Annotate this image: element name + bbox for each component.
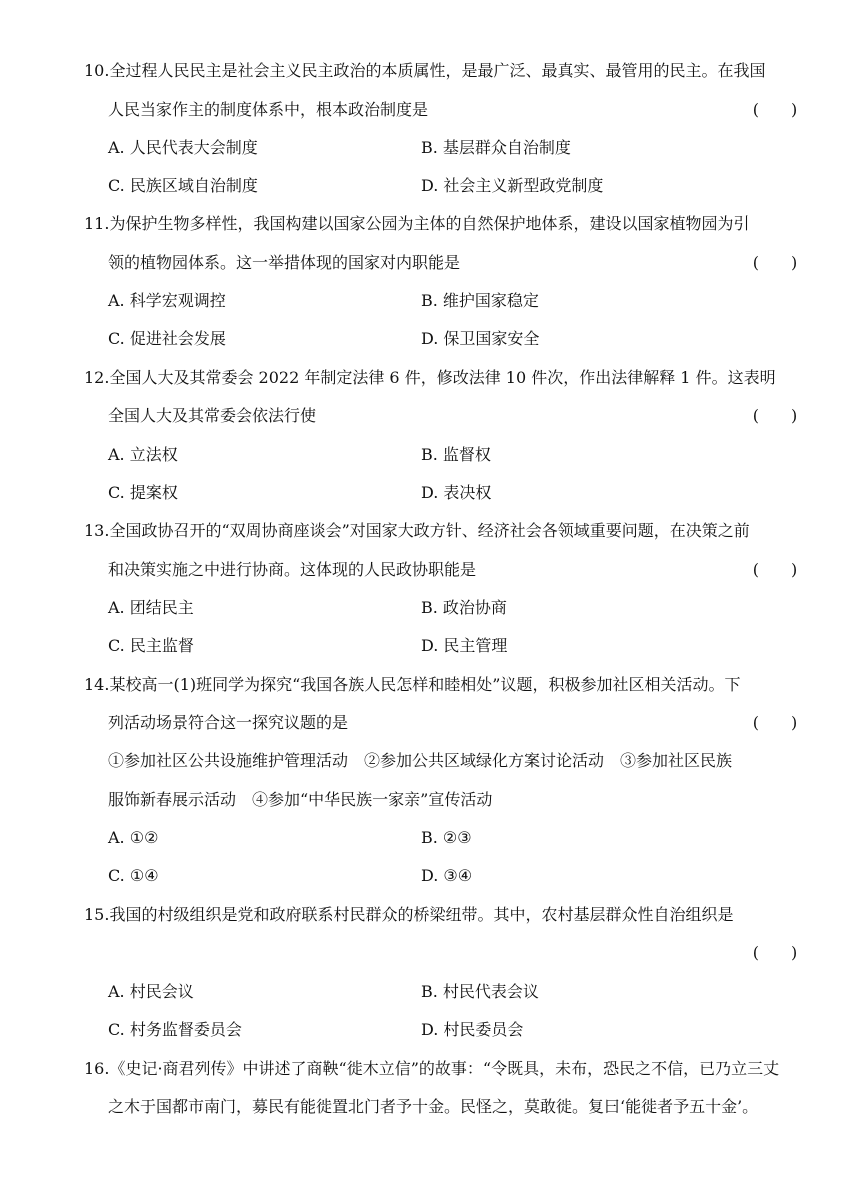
question-15-answer-paren: ( ) [752, 943, 798, 962]
question-15-option-c: C. 村务监督委员会 [108, 1020, 242, 1039]
question-10-line-1: 10.全过程人民民主是社会主义民主政治的本质属性，是最广泛、最真实、最管用的民主。在我国 [84, 61, 766, 80]
question-12-option-d: D. 表决权 [421, 483, 492, 502]
question-16-line-2: 之木于国都市南门，募民有能徙置北门者予十金。民怪之，莫敢徙。复曰‘能徙者予五十金’。 [108, 1097, 759, 1116]
question-13-option-b: B. 政治协商 [421, 598, 507, 617]
question-12-line-2: 全国人大及其常委会依法行使 [108, 406, 317, 425]
question-15-option-d: D. 村民委员会 [421, 1020, 524, 1039]
question-14-line-1: 14.某校高一(1)班同学为探究“我国各族人民怎样和睦相处”议题，积极参加社区相关活动。下 [84, 675, 741, 694]
question-11-option-a: A. 科学宏观调控 [108, 291, 226, 310]
question-14-option-b: B. ②③ [421, 828, 472, 847]
question-12-line-1: 12.全国人大及其常委会 2022 年制定法律 6 件，修改法律 10 件次，作出法律解释 1 件。这表明 [84, 368, 776, 387]
question-12-option-c: C. 提案权 [108, 483, 178, 502]
question-15-line-1: 15.我国的村级组织是党和政府联系村民群众的桥梁纽带。其中，农村基层群众性自治组织是 [84, 905, 734, 924]
question-13-option-a: A. 团结民主 [108, 598, 194, 617]
question-14-option-c: C. ①④ [108, 866, 159, 885]
question-14-option-a: A. ①② [108, 828, 159, 847]
question-11-line-2: 领的植物园体系。这一举措体现的国家对内职能是 [108, 253, 461, 272]
question-12-option-b: B. 监督权 [421, 445, 491, 464]
question-14-option-d: D. ③④ [421, 866, 473, 885]
question-10-option-c: C. 民族区域自治制度 [108, 176, 258, 195]
question-10-line-2: 人民当家作主的制度体系中，根本政治制度是 [108, 100, 429, 119]
question-14-items-line-1: ①参加社区公共设施维护管理活动 ②参加公共区域绿化方案讨论活动 ③参加社区民族 [108, 751, 733, 770]
question-13-line-2: 和决策实施之中进行协商。这体现的人民政协职能是 [108, 560, 477, 579]
question-11-option-d: D. 保卫国家安全 [421, 329, 540, 348]
question-12-option-a: A. 立法权 [108, 445, 178, 464]
question-14-items-line-2: 服饰新春展示活动 ④参加“中华民族一家亲”宣传活动 [108, 790, 493, 809]
question-10-option-b: B. 基层群众自治制度 [421, 138, 571, 157]
question-13-answer-paren: ( ) [752, 560, 798, 579]
question-11-line-1: 11.为保护生物多样性，我国构建以国家公园为主体的自然保护地体系，建设以国家植物园为引 [84, 214, 750, 233]
question-10-option-a: A. 人民代表大会制度 [108, 138, 258, 157]
question-13-line-1: 13.全国政协召开的“双周协商座谈会”对国家大政方针、经济社会各领域重要问题，在决策之前 [84, 521, 750, 540]
question-16-line-1: 16.《史记·商君列传》中讲述了商鞅“徙木立信”的故事：“令既具，未布，恐民之不信，已乃立三丈 [84, 1059, 780, 1078]
question-14-answer-paren: ( ) [752, 713, 798, 732]
question-15-option-a: A. 村民会议 [108, 982, 194, 1001]
question-14-line-2: 列活动场景符合这一探究议题的是 [108, 713, 349, 732]
question-11-option-b: B. 维护国家稳定 [421, 291, 539, 310]
question-13-option-c: C. 民主监督 [108, 636, 194, 655]
question-11-answer-paren: ( ) [752, 253, 798, 272]
question-13-option-d: D. 民主管理 [421, 636, 508, 655]
question-10-answer-paren: ( ) [752, 100, 798, 119]
question-12-answer-paren: ( ) [752, 406, 798, 425]
question-15-option-b: B. 村民代表会议 [421, 982, 539, 1001]
question-10-option-d: D. 社会主义新型政党制度 [421, 176, 604, 195]
question-11-option-c: C. 促进社会发展 [108, 329, 226, 348]
